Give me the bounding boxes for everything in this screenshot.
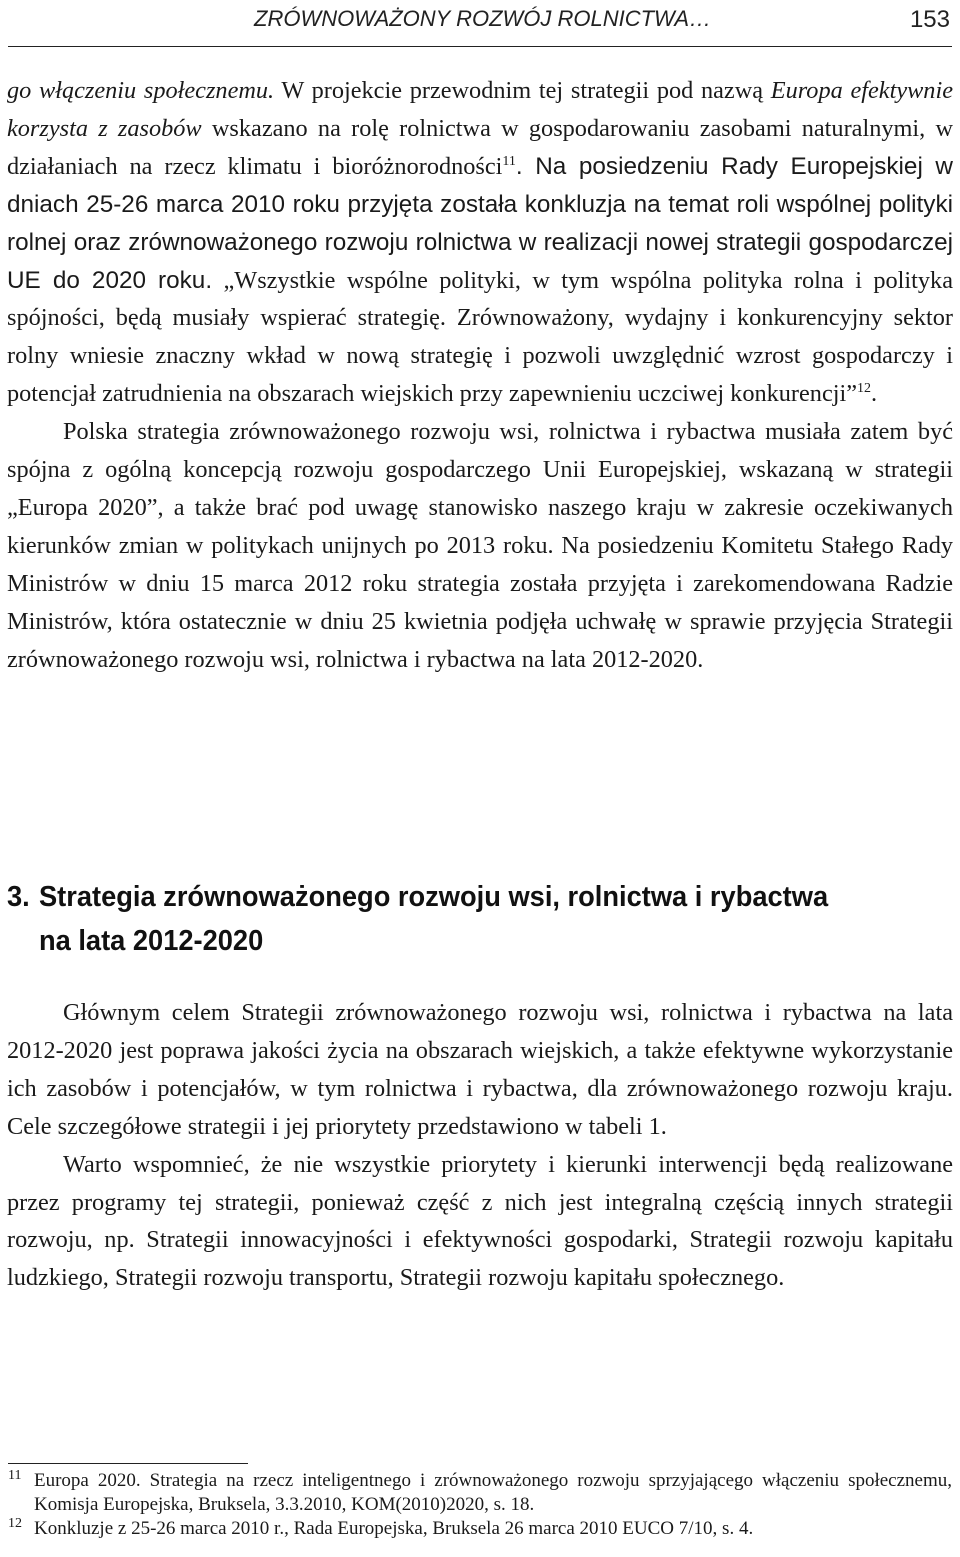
page-header: [8, 0, 952, 47]
text-run: .: [871, 380, 878, 408]
footnote-text: Konkluzje z 25-26 marca 2010 r., Rada Europejska, Bruksela 26 marca 2010 EUCO 7/10, s. 4.: [34, 1518, 754, 1539]
footnote-ref-11[interactable]: 11: [502, 153, 516, 169]
text-italic: go włączeniu społecznemu.: [7, 77, 275, 104]
section-title-line-1: Strategia zrównoważonego rozwoju wsi, rolnictwa i rybactwa: [38, 881, 829, 913]
body-text-bottom: [7, 994, 953, 1297]
page-number: 153: [909, 6, 950, 33]
text-run-sans: . Na posiedzeniu Rady Europejskiej w dniach 25-26 marca 2010 roku przyjęta została konkluzja na temat roli wspólnej polityki rolnej oraz zrównoważonego rozwoju rolnictwa w realizacji nowej strategii gospodarczej UE do 2020 roku.: [7, 152, 953, 294]
text-run: Zrównoważony, wydajny i konkurencyjny sektor rolny wniesie znaczny wkład w nową strategię i pozwoli uwzględnić wzrost gospodarczy i potencjał zatrudnienia na obszarach wiejskich przy zapewnieniu uczciwej konkurencji”: [7, 304, 953, 408]
quote-run: „Wszystkie wspólne polityki, w tym wspólna polityka rolna i polityka spójności, będą musiały wspierać strategię.: [7, 266, 953, 332]
text-run: wskazano na rolę rolnictwa w gospodarowaniu zasobami naturalnymi, w działaniach na rzecz klimatu i bioróżnorodności: [7, 114, 954, 180]
text-italic: Europa efektywnie korzysta z zasobów: [7, 77, 953, 142]
body-text-top: [7, 72, 953, 679]
paragraph-3: Głównym celem Strategii zrównoważonego rozwoju wsi, rolnictwa i rybactwa na lata 2012-2020 jest poprawa jakości życia na obszarach wiejskich, a także efektywne wykorzystanie ich zasobów i potencjałów, w tym rolnictwa i rybactwa, dla zrównoważonego rozwoju kraju. Cele szczegółowe strategii i jej priorytety przedstawiono w tabeli 1.: [7, 999, 953, 1140]
footnote-divider: [8, 1463, 248, 1464]
paragraph-1: [7, 72, 953, 413]
section-title-line-2: na lata 2012-2020: [38, 925, 264, 957]
paragraph-2: Polska strategia zrównoważonego rozwoju wsi, rolnictwa i rybactwa musiała zatem być spójna z ogólną koncepcją rozwoju gospodarczego Unii Europejskiej, wskazaną w strategii „Europa 2020”, a także brać pod uwagę stanowisko naszego kraju w zakresie oczekiwanych kierunków zmian w politykach unijnych po 2013 roku. Na posiedzeniu Komitetu Stałego Rady Ministrów w dniu 15 marca 2012 roku strategia została przyjęta i zarekomendowana Radzie Ministrów, która ostatecznie w dniu 25 kwietnia podjęła uchwałę w sprawie przyjęcia Strategii zrównoważonego rozwoju wsi, rolnictwa i rybactwa na lata 2012-2020.: [7, 418, 953, 673]
footnote-mark: 12: [8, 1516, 22, 1531]
footnote-11: [8, 1469, 952, 1517]
footnote-mark: 11: [8, 1468, 22, 1483]
footnote-ref-12[interactable]: 12: [857, 381, 872, 397]
text-run: W projekcie przewodnim tej strategii pod nazwą: [274, 77, 771, 104]
section-number: 3.: [7, 881, 30, 913]
footnotes: [8, 1469, 952, 1541]
section-heading-line-1: [7, 875, 896, 919]
section-heading: [7, 875, 896, 963]
footnote-text: Europa 2020. Strategia na rzecz inteligentnego i zrównoważonego rozwoju sprzyjającego włączeniu społecznemu, Komisja Europejska, Bruksela, 3.3.2010, KOM(2010)2020, s. 18.: [34, 1470, 952, 1515]
footnote-12: [8, 1517, 952, 1541]
paragraph-4: Warto wspomnieć, że nie wszystkie priorytety i kierunki interwencji będą realizowane przez programy tej strategii, ponieważ część z nich jest integralną częścią innych strategii rozwoju, np. Strategii innowacyjności i efektywności gospodarki, Strategii rozwoju kapitału ludzkiego, Strategii rozwoju transportu, Strategii rozwoju kapitału społecznego.: [7, 1150, 953, 1292]
running-title: ZRÓWNOWAŻONY ROZWÓJ ROLNICTWA…: [254, 6, 712, 31]
